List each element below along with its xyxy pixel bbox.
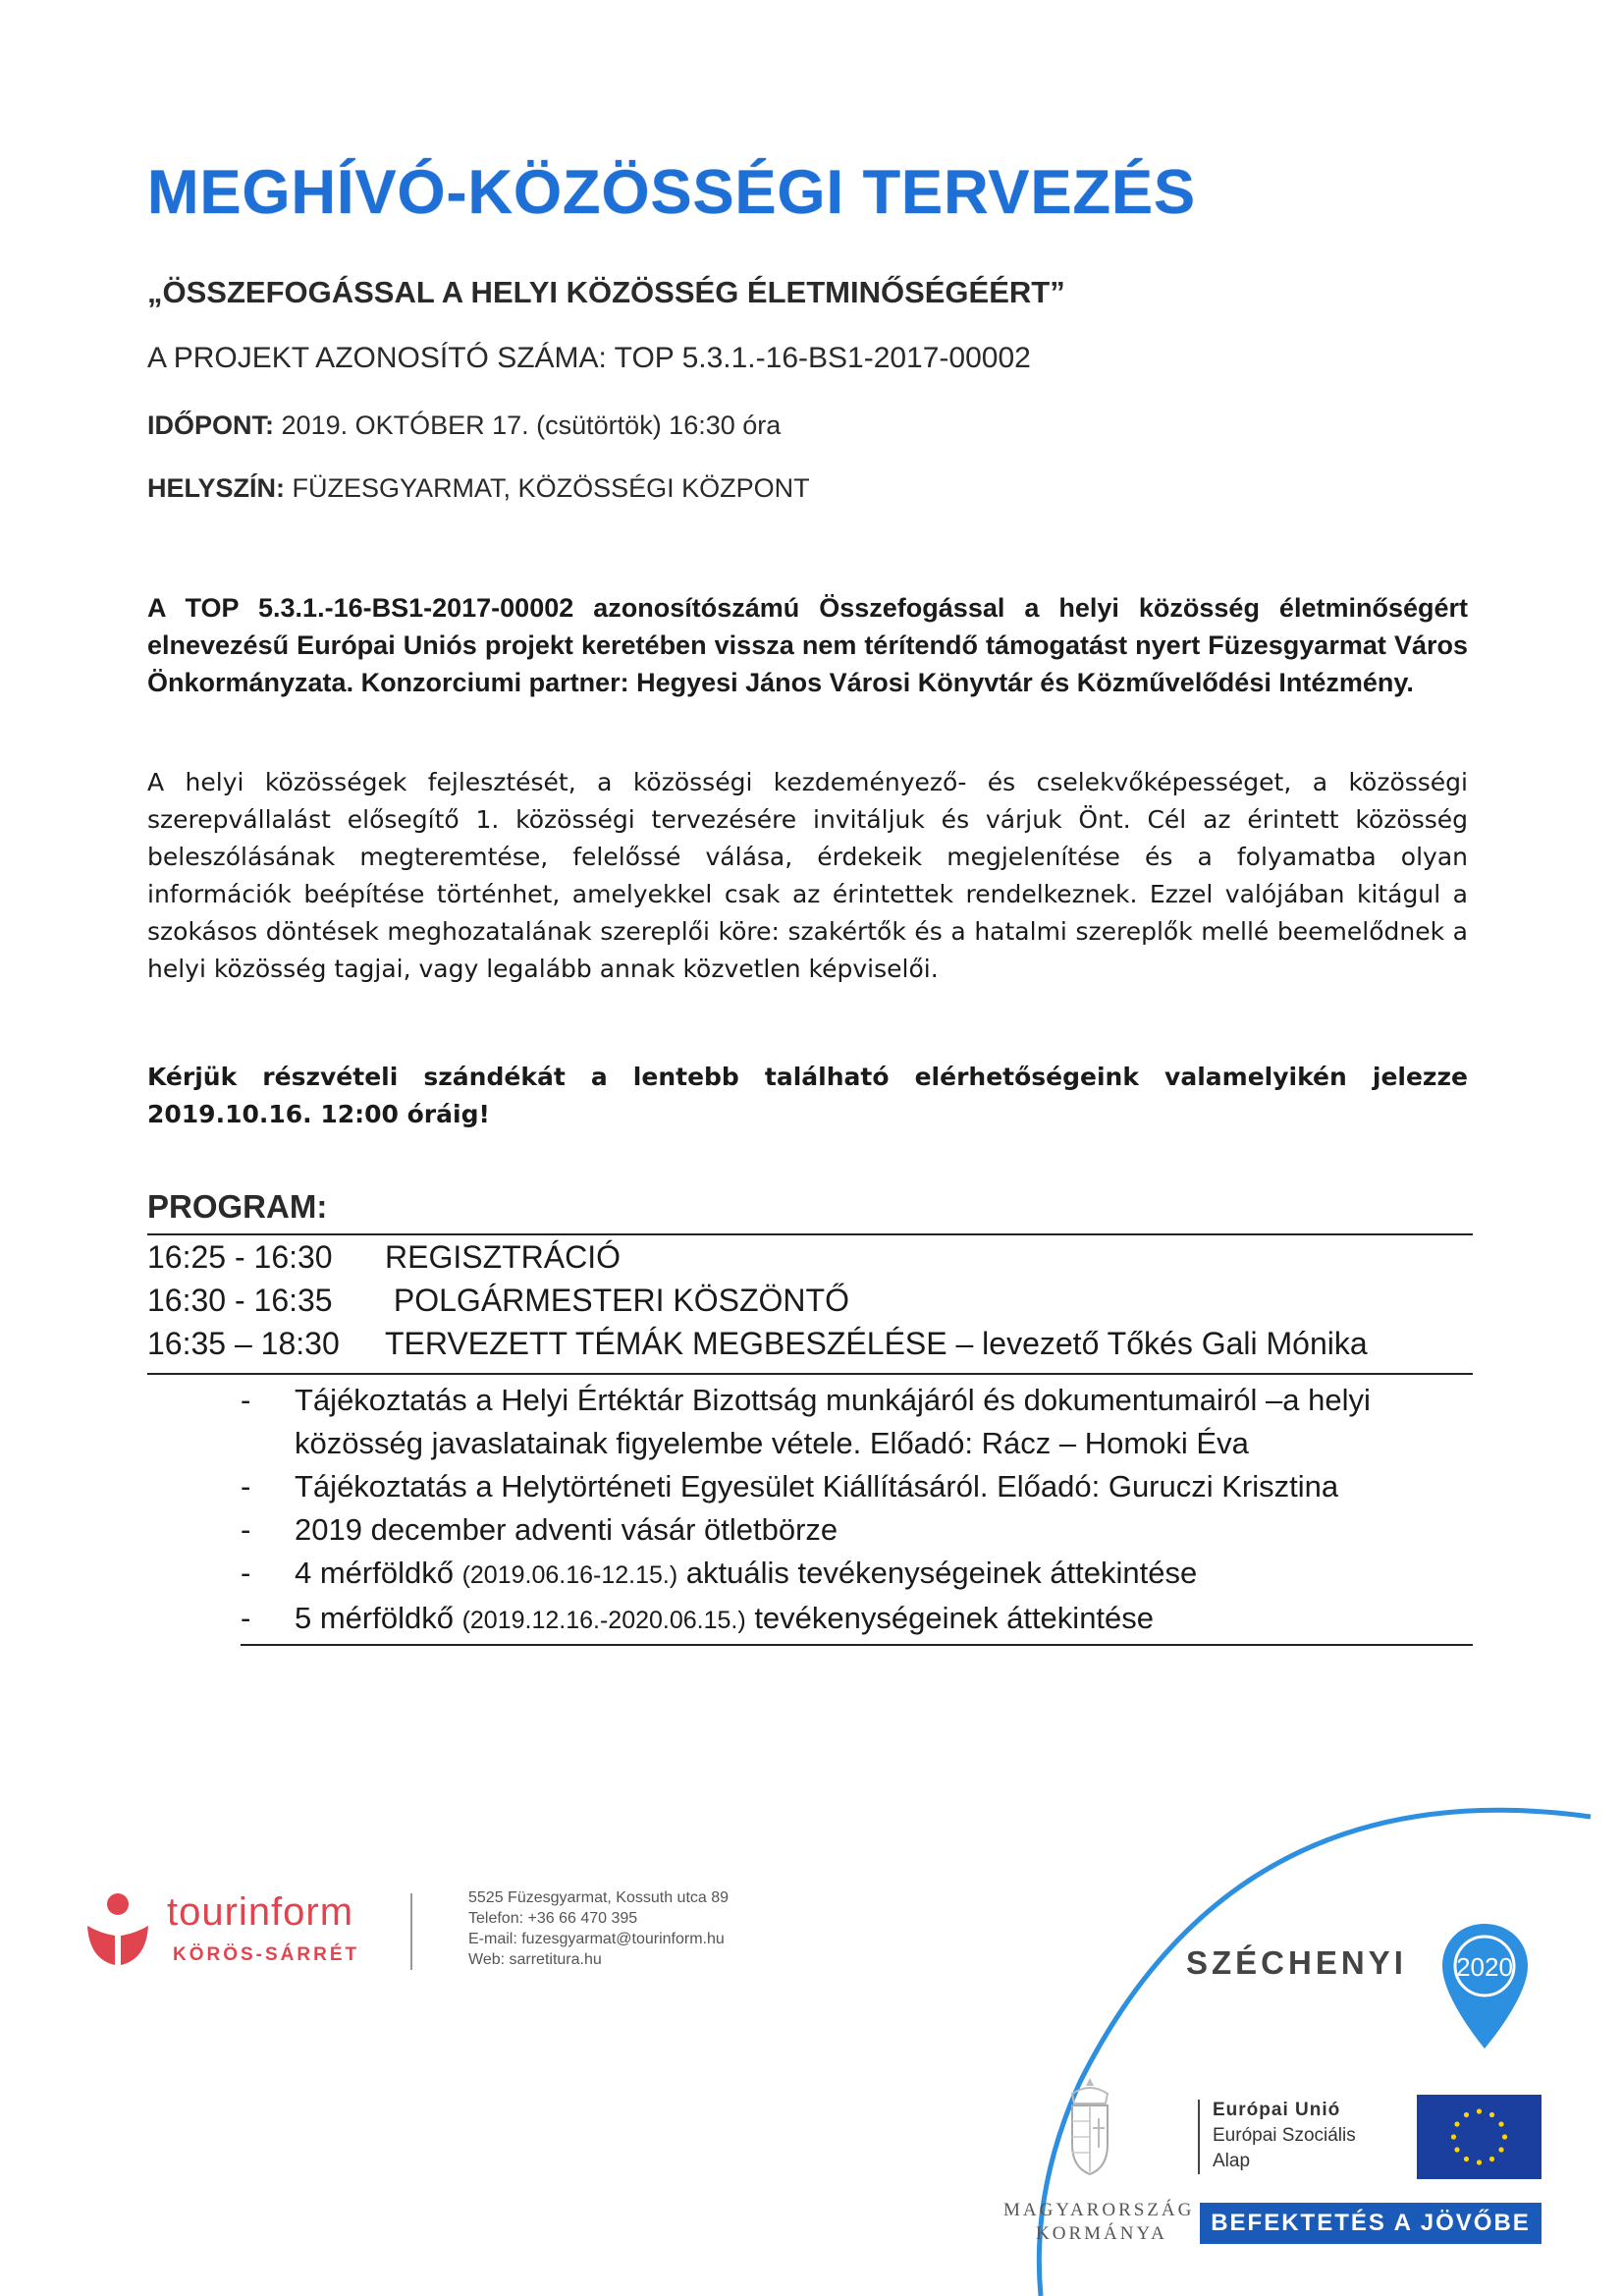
tourinform-subtitle: KÖRÖS-SÁRRÉT	[173, 1944, 360, 1965]
eu-star-icon	[1498, 2147, 1503, 2152]
program-bottom-divider	[241, 1644, 1473, 1646]
eu-star-icon	[1454, 2147, 1459, 2152]
event-place-label: HELYSZÍN:	[147, 473, 286, 503]
eu-star-icon	[1454, 2121, 1459, 2126]
eu-star-icon	[1502, 2134, 1507, 2139]
contact-email: E-mail: fuzesgyarmat@tourinform.hu	[468, 1931, 725, 1947]
government-line-1: MAGYARORSZÁG	[1003, 2200, 1195, 2220]
intro-paragraph: A TOP 5.3.1.-16-BS1-2017-00002 azonosítószámú Összefogással a helyi közösség életminőségért elnevezésű Európai Uniós projekt keretében vissza nem térítendő támogatást nyert Füzesgyarmat Város Önkormányzata. Konzorciumi partner: Hegyesi János Városi Könyvtár és Közművelődési Intézmény.	[147, 593, 1468, 697]
eu-star-icon	[1477, 2159, 1482, 2164]
project-name: „ÖSSZEFOGÁSSAL A HELYI KÖZÖSSÉG ÉLETMINŐSÉGÉÉRT”	[147, 275, 1065, 309]
topic-item: - 2019 december adventi vásár ötletbörze	[241, 1512, 839, 1547]
eu-flag-icon	[1417, 2095, 1542, 2179]
szechenyi-pin-icon	[1438, 1920, 1532, 2052]
program-top-divider	[147, 1233, 1473, 1235]
topic-item: - Tájékoztatás a Helyi Értéktár Bizottság munkájáról és dokumentumairól –a helyi közösség javaslatainak figyelembe vétele. Előadó: Rácz – Homoki Éva	[241, 1383, 1371, 1460]
event-time-label: IDŐPONT:	[147, 410, 275, 440]
event-place-value: FÜZESGYARMAT, KÖZÖSSÉGI KÖZPONT	[292, 473, 810, 503]
tourinform-name: tourinform	[167, 1890, 354, 1934]
program-row	[147, 1239, 621, 1276]
program-row-time: 16:35 – 18:30	[147, 1326, 340, 1361]
eu-line-1: Európai Unió	[1213, 2100, 1341, 2120]
program-row-time: 16:30 - 16:35	[147, 1283, 333, 1318]
contact-block	[468, 1887, 729, 1970]
project-id: A PROJEKT AZONOSÍTÓ SZÁMA: TOP 5.3.1.-16-BS1-2017-00002	[147, 342, 1031, 374]
topic-text: Tájékoztatás a Helyi Értéktár Bizottság munkájáról és dokumentumairól –a helyi közösség javaslatainak figyelembe vétele. Előadó: Rácz – Homoki Éva	[295, 1383, 1371, 1460]
contact-web: Web: sarretitura.hu	[468, 1951, 602, 1968]
topic-text: Tájékoztatás a Helytörténeti Egyesület Kiállításáról. Előadó: Guruczi Krisztina	[295, 1469, 1339, 1503]
eu-star-icon	[1451, 2134, 1456, 2139]
rsvp-paragraph: Kérjük részvételi szándékát a lentebb található elérhetőségeink valamelyikén jelezze 2019.10.16. 12:00 óráig!	[147, 1063, 1468, 1128]
government-line-2: KORMÁNYA	[1036, 2223, 1167, 2244]
eu-star-icon	[1498, 2121, 1503, 2126]
program-row-time: 16:25 - 16:30	[147, 1239, 333, 1275]
program-row-label: REGISZTRÁCIÓ	[385, 1239, 622, 1275]
eu-star-icon	[1464, 2112, 1469, 2117]
program-mid-divider	[147, 1373, 1473, 1375]
topic-text: 2019 december adventi vásár ötletbörze	[295, 1512, 839, 1547]
program-row-label: POLGÁRMESTERI KÖSZÖNTŐ	[385, 1283, 849, 1318]
szechenyi-year: 2020	[1456, 1952, 1513, 1982]
event-time-value: 2019. OKTÓBER 17. (csütörtök) 16:30 óra	[281, 410, 782, 440]
eu-line-3: Alap	[1213, 2151, 1251, 2171]
eu-star-icon	[1489, 2157, 1494, 2161]
contact-address: 5525 Füzesgyarmat, Kossuth utca 89	[468, 1889, 730, 1906]
program-heading: PROGRAM:	[147, 1188, 328, 1225]
topic-item: - Tájékoztatás a Helytörténeti Egyesület Kiállításáról. Előadó: Guruczi Krisztina	[241, 1469, 1339, 1503]
eu-star-icon	[1464, 2157, 1469, 2161]
eu-divider	[1198, 2100, 1200, 2174]
topic-list	[241, 1379, 1473, 1642]
eu-line-2: Európai Szociális	[1213, 2125, 1356, 2146]
eu-text-block	[1213, 2098, 1356, 2174]
hungarian-crest-icon	[1062, 2074, 1117, 2177]
page-title: MEGHÍVÓ-KÖZÖSSÉGI TERVEZÉS	[147, 158, 1196, 227]
body-paragraph: A helyi közösségek fejlesztését, a közösségi kezdeményező- és cselekvőképességet, a közösségi szerepvállalást elősegítő 1. közösségi tervezésére invitáljuk és várjuk Önt. Cél az érintett közösség beleszólásának megteremtése, felelőssé válása, érdekeik megjelenítése és a folyamatba olyan információk beépítése történhet, amelyekkel csak az érintettek rendelkeznek. Ezzel valójában kitágul a szokásos döntések meghozatalának szereplői köre: szakértők és a hatalmi szereplők mellé beemelődnek a helyi közösség tagjai, vagy legalább annak közvetlen képviselői.	[147, 768, 1468, 983]
contact-phone: Telefon: +36 66 470 395	[468, 1910, 638, 1927]
topic-item: - 4 mérföldkő (2019.06.16-12.15.) aktuális tevékenységeinek áttekintése	[241, 1556, 1198, 1590]
topic-text: 5 mérföldkő (2019.12.16.-2020.06.15.) tevékenységeinek áttekintése	[295, 1601, 1155, 1635]
topic-text: 4 mérföldkő (2019.06.16-12.15.) aktuális tevékenységeinek áttekintése	[295, 1556, 1198, 1590]
tourinform-logo-icon	[83, 1890, 152, 1969]
event-place	[147, 473, 810, 504]
program-row	[147, 1283, 849, 1319]
invest-future-banner: BEFEKTETÉS A JÖVŐBE	[1200, 2203, 1542, 2244]
program-row	[147, 1326, 1368, 1362]
topic-item: - 5 mérföldkő (2019.12.16.-2020.06.15.) tevékenységeinek áttekintése	[241, 1601, 1155, 1635]
szechenyi-wordmark: SZÉCHENYI	[1186, 1944, 1407, 1981]
program-row-label: TERVEZETT TÉMÁK MEGBESZÉLÉSE – levezető Tőkés Gali Mónika	[385, 1326, 1368, 1361]
event-time	[147, 410, 781, 441]
tourinform-divider	[410, 1893, 412, 1970]
eu-star-icon	[1489, 2112, 1494, 2117]
eu-star-icon	[1477, 2108, 1482, 2113]
